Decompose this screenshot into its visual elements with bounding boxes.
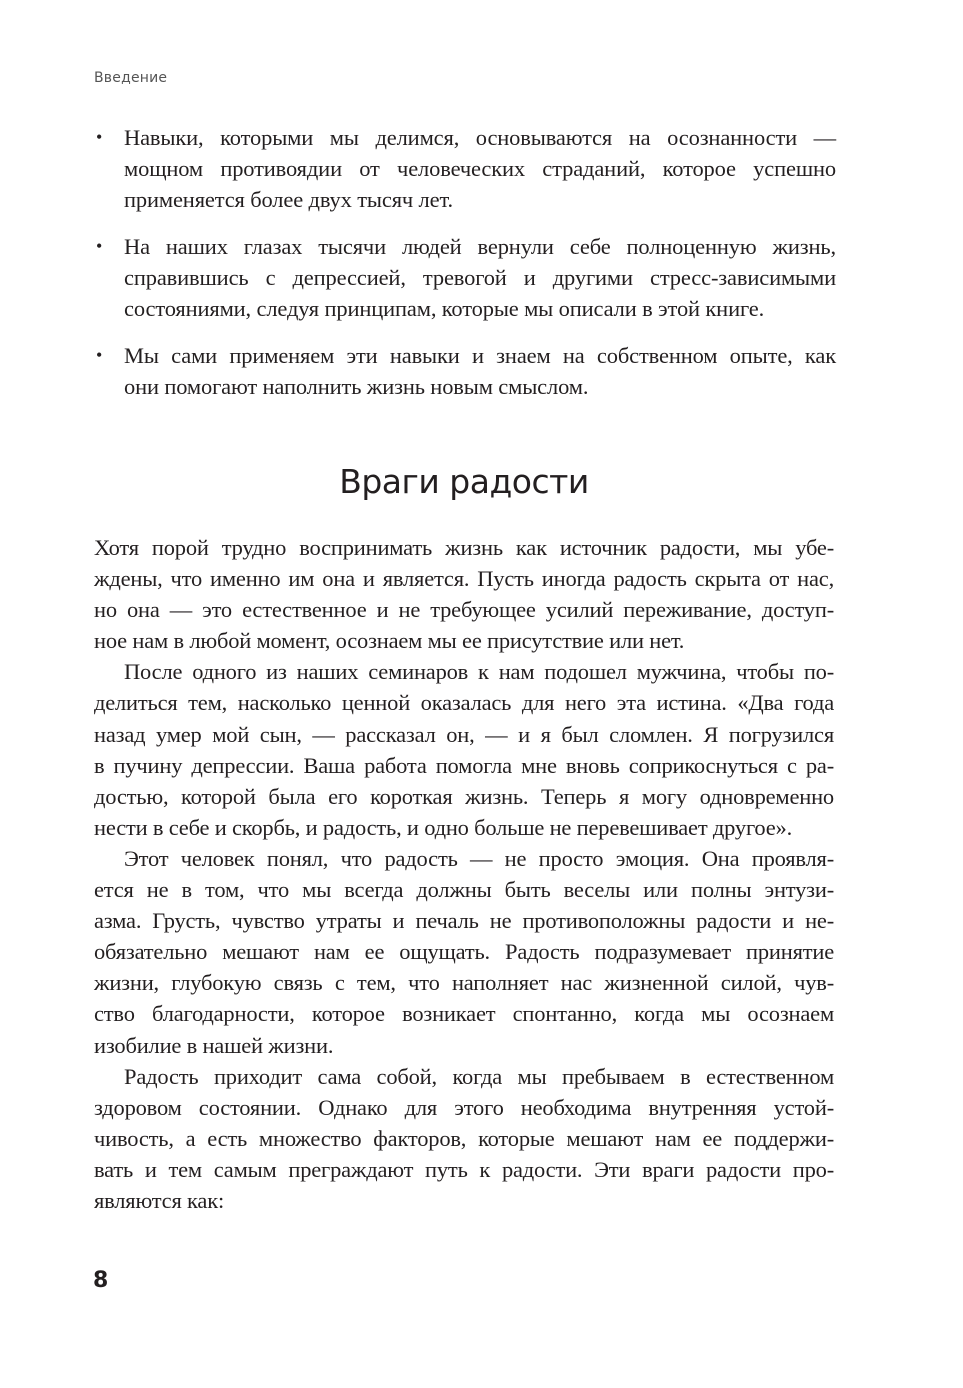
text-line: применяется более двух тысяч лет. xyxy=(124,187,453,212)
text-line: жизни, глубокую связь с тем, что наполняет нас жизненной силой, чув- xyxy=(94,970,834,996)
text-line: в пучину депрессии. Ваша работа помогла мне вновь соприкоснуться с ра- xyxy=(94,752,834,778)
bullet-item xyxy=(94,122,836,215)
text-line: изобилие в нашей жизни. xyxy=(94,1032,334,1058)
text-line: ется не в том, что мы всегда должны быть веселы или полны энтузи- xyxy=(94,877,834,903)
text-line: делиться тем, насколько ценной оказалась для него эта истина. «Два года xyxy=(94,690,834,716)
text-line: состояниями, следуя принципам, которые мы описали в этой книге. xyxy=(124,296,765,321)
text-line: здоровом состоянии. Однако для этого необходима внутренняя устой- xyxy=(94,1094,834,1120)
text-line: но она — это естественное и не требующее усилий переживание, доступ- xyxy=(94,597,834,623)
paragraph xyxy=(94,843,834,1061)
paragraph xyxy=(94,532,834,656)
text-line: достью, которой была его короткая жизнь. Теперь я могу одновременно xyxy=(94,783,834,809)
body-text xyxy=(94,532,834,1216)
paragraph xyxy=(94,1061,834,1216)
text-line: справившись с депрессией, тревогой и другими стресс-зависимыми xyxy=(124,265,836,290)
text-line: нести в себе и скорбь, и радость, и одно больше не перевешивает другое». xyxy=(94,814,793,840)
bullet-icon: • xyxy=(96,127,103,147)
bullet-icon: • xyxy=(96,236,103,256)
text-line: чивость, а есть множество факторов, которые мешают нам ее поддержи- xyxy=(94,1125,834,1151)
text-line: Навыки, которыми мы делимся, основываются на осознанности — xyxy=(124,125,836,150)
text-line: Хотя порой трудно воспринимать жизнь как источник радости, мы убе- xyxy=(94,535,834,560)
text-line: Мы сами применяем эти навыки и знаем на собственном опыте, как xyxy=(124,343,836,368)
text-line: ное нам в любой момент, осознаем мы ее присутствие или нет. xyxy=(94,628,685,654)
bullet-list xyxy=(94,122,836,418)
bullet-item xyxy=(94,231,836,324)
text-line: На наших глазах тысячи людей вернули себе полноценную жизнь, xyxy=(124,234,836,259)
section-title: Враги радости xyxy=(339,462,589,501)
text-line: азма. Грусть, чувство утраты и печаль не противоположны радости и не- xyxy=(94,908,834,934)
text-line: вать и тем самым преграждают путь к радости. Эти враги радости про- xyxy=(94,1156,834,1182)
paragraph xyxy=(94,656,834,843)
text-line: мощном противоядии от человеческих страданий, которое успешно xyxy=(124,156,836,181)
text-line: являются как: xyxy=(94,1187,224,1213)
running-head: Введение xyxy=(94,70,168,86)
text-line: ждены, что именно им она и является. Пусть иногда радость скрыта от нас, xyxy=(94,566,834,592)
text-line: Радость приходит сама собой, когда мы пребываем в естественном xyxy=(124,1063,834,1089)
text-line: они помогают наполнить жизнь новым смыслом. xyxy=(124,374,589,399)
page-number: 8 xyxy=(93,1268,109,1293)
bullet-item xyxy=(94,340,836,402)
text-line: После одного из наших семинаров к нам подошел мужчина, чтобы по- xyxy=(124,659,834,685)
text-line: обязательно мешают нам ее ощущать. Радость подразумевает принятие xyxy=(94,939,834,965)
bullet-icon: • xyxy=(96,345,103,365)
text-line: назад умер мой сын, — рассказал он, — и я был сломлен. Я погрузился xyxy=(94,721,834,747)
text-line: ство благодарности, которое возникает спонтанно, когда мы осознаем xyxy=(94,1001,834,1027)
text-line: Этот человек понял, что радость — не просто эмоция. Она проявля- xyxy=(124,845,834,871)
